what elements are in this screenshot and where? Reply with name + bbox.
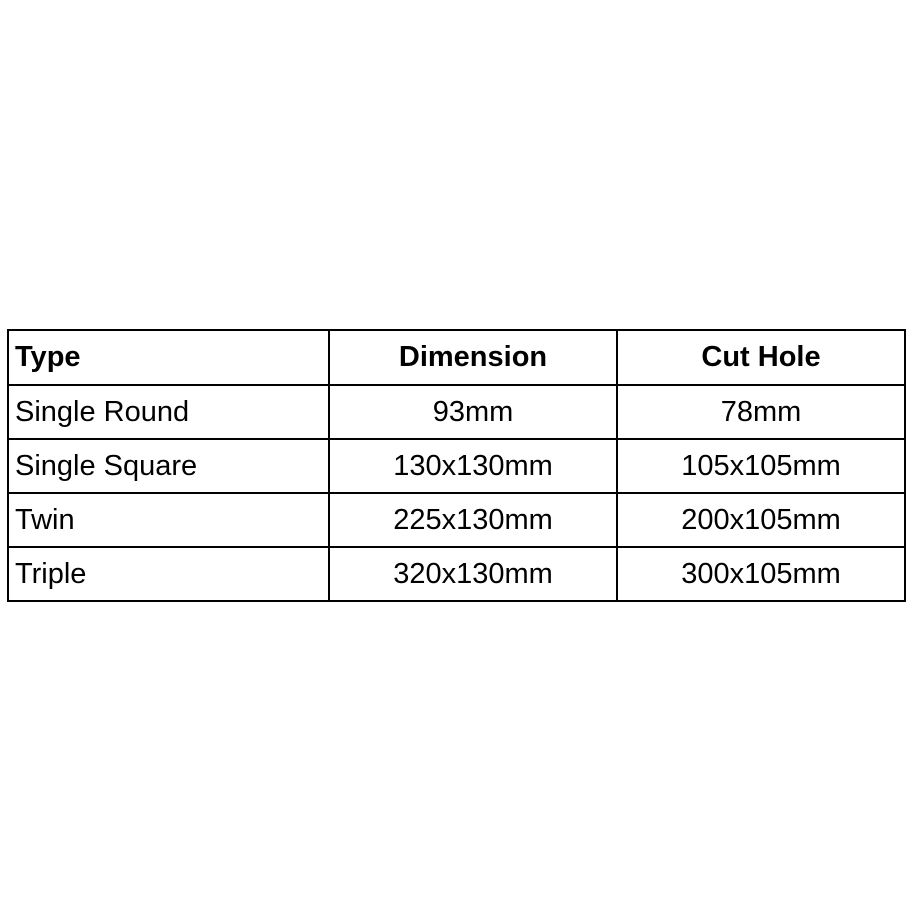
table-row-twin: [8, 493, 905, 547]
table-row-single-round: [8, 385, 905, 439]
cell-type: Triple: [8, 547, 329, 601]
cell-dimension: 93mm: [329, 385, 617, 439]
cell-dimension: 130x130mm: [329, 439, 617, 493]
cell-dimension: 320x130mm: [329, 547, 617, 601]
column-header-type: Type: [8, 330, 329, 385]
cell-cut-hole: 300x105mm: [617, 547, 905, 601]
cell-cut-hole: 78mm: [617, 385, 905, 439]
cell-dimension: 225x130mm: [329, 493, 617, 547]
table-row-triple: [8, 547, 905, 601]
cell-type: Single Round: [8, 385, 329, 439]
spec-table: [7, 329, 906, 602]
cell-type: Single Square: [8, 439, 329, 493]
table-header-row: [8, 330, 905, 385]
column-header-dimension: Dimension: [329, 330, 617, 385]
cell-type: Twin: [8, 493, 329, 547]
cell-cut-hole: 200x105mm: [617, 493, 905, 547]
cell-cut-hole: 105x105mm: [617, 439, 905, 493]
column-header-cut-hole: Cut Hole: [617, 330, 905, 385]
table-row-single-square: [8, 439, 905, 493]
